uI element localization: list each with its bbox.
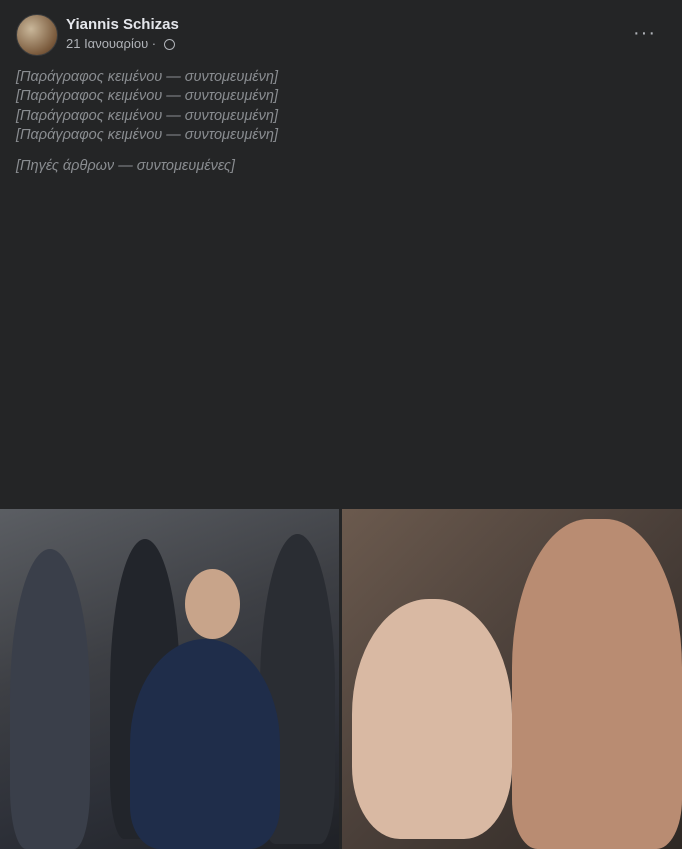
more-options-icon[interactable]: ··· (633, 22, 656, 44)
paragraph-1: [Παράγραφος κειμένου — συντομευμένη] (16, 69, 278, 85)
author-name[interactable]: Yiannis Schizas (66, 16, 179, 33)
post-meta (66, 36, 175, 51)
paragraph-2: [Παράγραφος κειμένου — συντομευμένη] (16, 88, 278, 105)
photo-portrait[interactable] (342, 509, 682, 849)
post-header (16, 14, 666, 58)
globe-icon (164, 39, 175, 50)
photo-crowd[interactable] (0, 509, 339, 849)
citation: [Πηγές άρθρων — συντομευμένες] (16, 158, 235, 175)
author-avatar[interactable] (16, 14, 58, 56)
paragraph-4: [Παράγραφος κειμένου — συντομευμένη] (16, 126, 278, 143)
photo-grid (0, 509, 682, 849)
post-body (16, 68, 666, 176)
post-date[interactable]: 21 Ιανουαρίου · (66, 36, 160, 51)
paragraph-3: [Παράγραφος κειμένου — συντομευμένη] (16, 107, 278, 124)
